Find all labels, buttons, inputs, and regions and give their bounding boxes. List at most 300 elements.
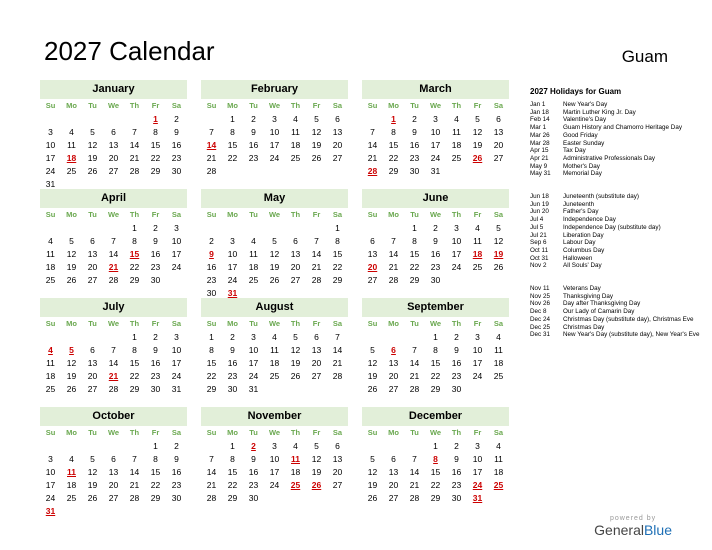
day-cell: 30 — [248, 493, 259, 503]
week-row — [40, 440, 187, 453]
day-cell: 23 — [150, 262, 161, 272]
empty-day-cell — [82, 505, 103, 518]
holiday-item — [530, 201, 705, 209]
day-cell: 30 — [206, 288, 217, 298]
week-row — [201, 152, 348, 165]
week-row — [201, 466, 348, 479]
day-cell: 15 — [227, 140, 238, 150]
day-cell: 7 — [314, 236, 319, 246]
day-cell: 20 — [493, 140, 504, 150]
holiday-name: Independence Day — [563, 216, 616, 224]
weekday-label: Mo — [388, 319, 399, 328]
weekday-label: Tu — [410, 101, 419, 110]
day-cell: 16 — [248, 467, 259, 477]
day-cell: 5 — [90, 127, 95, 137]
day-cell: 12 — [493, 236, 504, 246]
holiday-date: Apr 15 — [530, 147, 549, 155]
week-row — [362, 235, 509, 248]
empty-day-cell — [362, 113, 383, 126]
day-cell: 28 — [108, 275, 119, 285]
day-cell: 12 — [367, 358, 378, 368]
holiday-name: Liberation Day — [563, 231, 604, 239]
day-cell: 30 — [451, 384, 462, 394]
empty-day-cell — [488, 165, 509, 178]
empty-day-cell — [222, 222, 243, 235]
week-row — [362, 479, 509, 492]
day-cell: 27 — [108, 493, 119, 503]
day-cell: 23 — [248, 480, 259, 490]
day-cell: 1 — [230, 114, 235, 124]
empty-day-cell — [467, 165, 488, 178]
brand-name — [594, 522, 672, 538]
day-cell: 27 — [87, 275, 98, 285]
day-cell: 12 — [290, 345, 301, 355]
holiday-item — [530, 140, 705, 148]
holiday-name: Day after Thanksgiving Day — [563, 300, 641, 308]
weekday-label: Th — [451, 319, 462, 328]
weekday-label: Fr — [312, 428, 321, 437]
weekday-label: Mo — [388, 428, 399, 437]
day-cell: 13 — [290, 249, 301, 259]
weekday-label: Fr — [473, 101, 482, 110]
day-cell: 4 — [293, 441, 298, 451]
empty-day-cell — [327, 165, 348, 178]
month-november — [201, 407, 348, 505]
empty-day-cell — [383, 440, 404, 453]
month-august — [201, 298, 348, 396]
day-cell: 9 — [209, 249, 214, 259]
day-cell: 9 — [251, 127, 256, 137]
empty-day-cell — [362, 440, 383, 453]
empty-day-cell — [404, 440, 425, 453]
day-cell: 27 — [493, 153, 504, 163]
day-cell: 27 — [332, 480, 343, 490]
day-cell: 8 — [433, 345, 438, 355]
day-cell: 8 — [153, 127, 158, 137]
holiday-date: Jan 1 — [530, 101, 546, 108]
day-cell: 17 — [430, 140, 441, 150]
day-cell: 3 — [272, 114, 277, 124]
day-cell: 26 — [472, 153, 483, 163]
day-cell: 12 — [269, 249, 280, 259]
holiday-date: May 31 — [530, 170, 551, 178]
month-title: May — [201, 189, 348, 208]
weekday-label: Th — [129, 428, 140, 437]
holiday-name: Halloween — [563, 254, 593, 262]
day-cell: 15 — [150, 140, 161, 150]
week-row — [40, 331, 187, 344]
day-cell: 9 — [174, 454, 179, 464]
day-cell: 23 — [409, 153, 420, 163]
day-cell: 31 — [45, 506, 56, 516]
weekday-label: Su — [367, 319, 378, 328]
brand-name-part2: Blue — [643, 522, 672, 538]
day-cell: 22 — [206, 371, 217, 381]
week-row — [40, 466, 187, 479]
day-cell: 18 — [269, 358, 280, 368]
week-row — [362, 274, 509, 287]
day-cell: 26 — [269, 275, 280, 285]
day-cell: 3 — [475, 332, 480, 342]
weekday-label: Th — [129, 210, 140, 219]
day-cell: 15 — [129, 358, 140, 368]
empty-day-cell — [201, 222, 222, 235]
weekday-label: Fr — [473, 319, 482, 328]
day-cell: 13 — [87, 358, 98, 368]
day-cell: 28 — [409, 384, 420, 394]
day-cell: 17 — [227, 262, 238, 272]
empty-day-cell — [488, 383, 509, 396]
day-cell: 1 — [433, 441, 438, 451]
weekday-header — [201, 99, 348, 113]
weekday-label: We — [107, 428, 120, 437]
holiday-item — [530, 216, 705, 224]
weekday-label: Fr — [312, 210, 321, 219]
day-cell: 12 — [311, 454, 322, 464]
day-cell: 5 — [370, 345, 375, 355]
holiday-name: Good Friday — [563, 131, 598, 139]
month-title: June — [362, 189, 509, 208]
week-row — [40, 383, 187, 396]
weekday-label: Tu — [249, 319, 258, 328]
day-cell: 10 — [171, 345, 182, 355]
holiday-item — [530, 163, 705, 171]
month-title: March — [362, 80, 509, 99]
day-cell: 20 — [87, 371, 98, 381]
day-cell: 18 — [290, 467, 301, 477]
day-cell: 23 — [451, 371, 462, 381]
day-cell: 29 — [150, 166, 161, 176]
brand-tagline: powered by — [609, 515, 657, 522]
month-title: December — [362, 407, 509, 426]
day-cell: 4 — [251, 236, 256, 246]
empty-day-cell — [446, 274, 467, 287]
holiday-date: Jun 19 — [530, 200, 549, 208]
holiday-date: Jul 5 — [530, 223, 544, 231]
day-cell: 21 — [129, 480, 140, 490]
day-cell: 10 — [227, 249, 238, 259]
day-cell: 11 — [46, 358, 55, 368]
empty-day-cell — [264, 222, 285, 235]
day-cell: 13 — [388, 467, 399, 477]
day-cell: 16 — [150, 358, 161, 368]
empty-day-cell — [285, 165, 306, 178]
weekday-label: Fr — [473, 428, 482, 437]
holiday-name: Mother's Day — [563, 162, 600, 170]
weekday-label: Th — [451, 428, 462, 437]
day-cell: 28 — [206, 166, 217, 176]
holiday-name: Christmas Day (substitute day), Christmas Eve — [563, 315, 694, 323]
day-cell: 24 — [227, 275, 238, 285]
day-cell: 6 — [111, 454, 116, 464]
day-cell: 16 — [451, 358, 462, 368]
holiday-item — [530, 208, 705, 216]
month-december — [362, 407, 509, 505]
holiday-item — [530, 170, 705, 178]
day-cell: 5 — [314, 441, 319, 451]
day-cell: 19 — [367, 371, 378, 381]
weekday-label: We — [107, 101, 120, 110]
day-cell: 27 — [290, 275, 301, 285]
weekday-label: Sa — [332, 319, 343, 328]
day-cell: 16 — [430, 249, 441, 259]
weekday-label: Sa — [171, 319, 182, 328]
weekday-label: Su — [45, 101, 56, 110]
holiday-date: Nov 2 — [530, 262, 547, 270]
day-cell: 20 — [87, 262, 98, 272]
week-row — [201, 383, 348, 396]
week-row — [40, 113, 187, 126]
month-april — [40, 189, 187, 287]
day-cell: 4 — [293, 114, 298, 124]
day-cell: 29 — [430, 384, 441, 394]
day-cell: 1 — [230, 441, 235, 451]
day-cell: 8 — [132, 345, 137, 355]
day-cell: 26 — [311, 480, 322, 490]
day-cell: 21 — [129, 153, 140, 163]
day-cell: 23 — [150, 371, 161, 381]
day-cell: 9 — [454, 454, 459, 464]
day-cell: 12 — [472, 127, 483, 137]
week-row — [362, 331, 509, 344]
month-september — [362, 298, 509, 396]
week-row — [40, 248, 187, 261]
day-cell: 7 — [111, 345, 116, 355]
day-cell: 9 — [433, 236, 438, 246]
day-cell: 26 — [367, 384, 378, 394]
day-cell: 7 — [132, 127, 137, 137]
day-cell: 12 — [66, 358, 77, 368]
day-cell: 25 — [45, 384, 56, 394]
day-cell: 21 — [206, 153, 217, 163]
week-row — [40, 344, 187, 357]
day-cell: 29 — [409, 275, 420, 285]
holiday-date: Dec 25 — [530, 323, 550, 331]
weekday-label: Tu — [88, 101, 97, 110]
weekday-label: Mo — [227, 101, 238, 110]
weekday-label: Su — [45, 319, 56, 328]
day-cell: 5 — [314, 114, 319, 124]
week-row — [40, 152, 187, 165]
day-cell: 22 — [409, 262, 420, 272]
day-cell: 21 — [367, 153, 378, 163]
day-cell: 17 — [269, 140, 280, 150]
day-cell: 25 — [66, 493, 77, 503]
weekday-label: Fr — [151, 101, 160, 110]
empty-day-cell — [61, 222, 82, 235]
day-cell: 3 — [454, 223, 459, 233]
day-cell: 27 — [332, 153, 343, 163]
weekday-label: Th — [290, 428, 301, 437]
weekday-label: We — [268, 428, 281, 437]
day-cell: 6 — [496, 114, 501, 124]
day-cell: 6 — [314, 332, 319, 342]
week-row — [40, 222, 187, 235]
weekday-header — [40, 99, 187, 113]
day-cell: 28 — [129, 166, 140, 176]
day-cell: 2 — [209, 236, 214, 246]
day-cell: 27 — [311, 371, 322, 381]
holiday-name: Memorial Day — [563, 170, 602, 178]
day-cell: 22 — [129, 371, 140, 381]
month-title: November — [201, 407, 348, 426]
day-cell: 25 — [66, 166, 77, 176]
day-cell: 28 — [332, 371, 343, 381]
day-cell: 25 — [248, 275, 259, 285]
day-cell: 18 — [45, 371, 56, 381]
day-cell: 13 — [493, 127, 504, 137]
day-cell: 5 — [475, 114, 480, 124]
empty-day-cell — [40, 222, 61, 235]
day-cell: 6 — [391, 454, 396, 464]
week-row — [201, 440, 348, 453]
day-cell: 22 — [129, 262, 140, 272]
empty-day-cell — [285, 383, 306, 396]
empty-day-cell — [103, 505, 124, 518]
day-cell: 24 — [451, 262, 462, 272]
weekday-label: Sa — [332, 101, 343, 110]
day-cell: 1 — [433, 332, 438, 342]
day-cell: 1 — [412, 223, 417, 233]
brand-name-part1: General — [594, 522, 644, 538]
day-cell: 17 — [269, 467, 280, 477]
day-cell: 21 — [409, 371, 420, 381]
day-cell: 24 — [472, 371, 483, 381]
month-title: September — [362, 298, 509, 317]
day-cell: 19 — [66, 371, 77, 381]
holiday-item — [530, 300, 705, 308]
day-cell: 7 — [209, 127, 214, 137]
day-cell: 3 — [174, 332, 179, 342]
day-cell: 31 — [171, 384, 182, 394]
day-cell: 27 — [108, 166, 119, 176]
week-row — [362, 370, 509, 383]
holiday-list-title: 2027 Holidays for Guam — [530, 87, 622, 96]
day-cell: 26 — [311, 153, 322, 163]
holiday-name: Guam History and Chamorro Heritage Day — [563, 124, 682, 132]
empty-day-cell — [103, 113, 124, 126]
day-cell: 28 — [129, 493, 140, 503]
weekday-label: We — [268, 101, 281, 110]
empty-day-cell — [306, 383, 327, 396]
week-row — [40, 274, 187, 287]
holiday-name: Juneteenth (substitute day) — [563, 193, 639, 201]
holiday-name: Tax Day — [563, 147, 586, 155]
day-cell: 8 — [230, 127, 235, 137]
weekday-label: Tu — [410, 210, 419, 219]
weekday-label: Sa — [332, 428, 343, 437]
weekday-label: Fr — [312, 319, 321, 328]
holiday-name: Columbus Day — [563, 246, 605, 254]
day-cell: 18 — [472, 249, 483, 259]
day-cell: 12 — [87, 467, 98, 477]
day-cell: 30 — [171, 493, 182, 503]
day-cell: 11 — [67, 140, 76, 150]
holiday-date: Mar 28 — [530, 139, 550, 147]
day-cell: 28 — [388, 275, 399, 285]
day-cell: 6 — [370, 236, 375, 246]
day-cell: 4 — [272, 332, 277, 342]
day-cell: 6 — [335, 114, 340, 124]
empty-day-cell — [222, 165, 243, 178]
day-cell: 11 — [473, 236, 482, 246]
holiday-item — [530, 316, 705, 324]
holiday-name: Christmas Day — [563, 323, 605, 331]
week-row — [201, 331, 348, 344]
empty-day-cell — [243, 222, 264, 235]
day-cell: 4 — [454, 114, 459, 124]
day-cell: 1 — [391, 114, 396, 124]
week-row — [201, 113, 348, 126]
day-cell: 5 — [90, 454, 95, 464]
holiday-item — [530, 132, 705, 140]
day-cell: 2 — [454, 332, 459, 342]
month-title: February — [201, 80, 348, 99]
day-cell: 8 — [335, 236, 340, 246]
weekday-label: We — [429, 101, 442, 110]
day-cell: 27 — [388, 493, 399, 503]
empty-day-cell — [166, 274, 187, 287]
day-cell: 7 — [335, 332, 340, 342]
day-cell: 23 — [171, 153, 182, 163]
day-cell: 16 — [171, 467, 182, 477]
empty-day-cell — [264, 165, 285, 178]
week-row — [40, 492, 187, 505]
week-row — [362, 152, 509, 165]
empty-day-cell — [61, 113, 82, 126]
holiday-date: Nov 25 — [530, 292, 550, 300]
day-cell: 6 — [293, 236, 298, 246]
weekday-label: Su — [206, 101, 217, 110]
day-cell: 1 — [209, 332, 214, 342]
week-row — [40, 165, 187, 178]
day-cell: 18 — [451, 140, 462, 150]
weekday-label: Mo — [388, 210, 399, 219]
empty-day-cell — [446, 165, 467, 178]
holiday-item — [530, 293, 705, 301]
day-cell: 20 — [332, 467, 343, 477]
empty-day-cell — [243, 165, 264, 178]
empty-day-cell — [306, 165, 327, 178]
weekday-header — [362, 317, 509, 331]
day-cell: 20 — [108, 153, 119, 163]
day-cell: 17 — [472, 358, 483, 368]
day-cell: 3 — [48, 454, 53, 464]
day-cell: 11 — [249, 249, 258, 259]
empty-day-cell — [61, 505, 82, 518]
day-cell: 31 — [248, 384, 259, 394]
day-cell: 2 — [174, 114, 179, 124]
day-cell: 17 — [451, 249, 462, 259]
day-cell: 19 — [269, 262, 280, 272]
day-cell: 17 — [171, 249, 182, 259]
empty-day-cell — [383, 331, 404, 344]
empty-day-cell — [285, 222, 306, 235]
holiday-date: Jul 21 — [530, 231, 547, 239]
day-cell: 16 — [248, 140, 259, 150]
day-cell: 16 — [451, 467, 462, 477]
day-cell: 16 — [171, 140, 182, 150]
empty-day-cell — [201, 113, 222, 126]
empty-day-cell — [82, 222, 103, 235]
day-cell: 19 — [87, 153, 98, 163]
empty-day-cell — [362, 331, 383, 344]
week-row — [201, 235, 348, 248]
week-row — [201, 453, 348, 466]
weekday-label: Mo — [227, 319, 238, 328]
holiday-name: All Souls' Day — [563, 262, 602, 270]
day-cell: 28 — [409, 493, 420, 503]
